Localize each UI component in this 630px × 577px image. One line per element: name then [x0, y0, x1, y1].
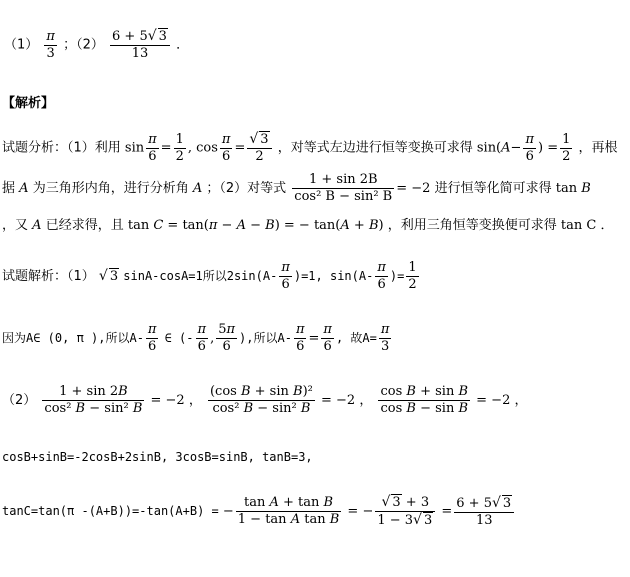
- solution-text: tanC=tan(π -(A+B))=-tan(A+B) =: [2, 504, 219, 518]
- analysis-line-3: ，又 A 已经求得，且 tan C = tan(π − A − B) = − tan(A + B) ，利用三角恒等变换便可求得 tan C ．: [2, 218, 614, 233]
- solution-line-5: tanC=tan(π -(A+B))=-tan(A+B) = − $\frac{\text{tan A + tan B}}{\text{1 − tan A tan B}}$ = − $\frac{√ 3 + 3}{1 - 3√ 3}$ = $\frac{6 + 5√ 3}{13}$: [2, 494, 516, 529]
- analysis-text: ，对等式左边进行恒等变换可求得: [277, 140, 473, 156]
- analysis-text: 试题分析：（1）利用: [2, 140, 121, 156]
- solution-text: )=1, sin(A-: [293, 269, 374, 283]
- solution-text: , 故A=: [335, 331, 377, 345]
- answer2-fraction: $\frac{6 + 5√ 3}{13}$: [110, 28, 170, 62]
- analysis-text: 为三角形内角，进行分析角: [32, 181, 189, 196]
- analysis-text: 已经求得，且: [45, 218, 124, 233]
- answer-part2-label: ；（2）: [63, 37, 104, 53]
- analysis-text: ；（2）对等式: [206, 181, 287, 196]
- solution-text: （2）: [2, 393, 37, 408]
- analysis-text: 据: [2, 181, 16, 196]
- solution-text: ),所以A-: [239, 331, 292, 345]
- analysis-text: 进行恒等化简可求得: [434, 181, 552, 196]
- analysis-heading: 【解析】: [2, 96, 55, 111]
- analysis-line-2: 据 A 为三角形内角，进行分析角 A ；（2）对等式 $\frac{1 + \sin 2B}{\text{cos² B − sin² B}}$ = −2 进行恒等化简可求得 tan B: [2, 172, 591, 204]
- analysis-text: ，再根: [578, 140, 618, 156]
- solution-text: ∈ (-: [164, 331, 194, 345]
- solution-line-3: （2） $\frac{1 + \sin 2B}{\text{cos² B − sin² B}}$ = −2 ， $\frac{\text{(cos B + sin B)²}}{\text{cos² B − sin² B}}$ = −2 ， $\frac{\text{cos B + sin B}}{\text{cos B − sin B}}$ = −2 ，: [2, 384, 528, 416]
- solution-text: 试题解析：（1）: [2, 269, 95, 284]
- solution-text: sinA-cosA=1所以2sin(A-: [123, 269, 278, 283]
- answer-line: [4, 28, 189, 62]
- solution-line-2: 因为A∈ (0, π ),所以A- $\frac{\pi}{6}$ ∈ (- $\frac{\pi}{6}$ , $\frac{5\pi}{6}$ ),所以A- $\frac{\pi}{6}$ = $\frac{\pi}{6}$ , 故A= $\frac{\pi}{3}$: [2, 322, 390, 354]
- solution-text: 因为A∈ (0, π ),所以A-: [2, 331, 144, 345]
- analysis-text: ，又: [2, 218, 29, 233]
- answer-end: ．: [176, 37, 190, 53]
- solution-line-1: 试题解析：（1） √ 3 sinA-cosA=1所以2sin(A- $\frac{\pi}{6}$ )=1, sin(A- $\frac{\pi}{6}$ )= $\frac{1}{2}$: [2, 260, 417, 292]
- solution-text: )=: [389, 269, 405, 283]
- answer1-fraction: $\frac{\pi}{3}$: [46, 28, 55, 61]
- analysis-text: ，利用三角恒等变换便可求得: [387, 218, 557, 233]
- answer-part1-label: （1）: [4, 37, 39, 53]
- solution-line-4: cosB+sinB=-2cosB+2sinB, 3cosB=sinB, tanB=3,: [2, 450, 313, 464]
- analysis-line-1: 试题分析：（1）利用 sin $\frac{\pi}{6}$ = $\frac{1}{2}$ , cos $\frac{\pi}{6}$ = $\frac{√ 3}{2}$ ，对等式左边进行恒等变换可求得 sin(A− $\frac{\pi}{6}$ ) = $\frac{1}{2}$ ，再根: [2, 131, 618, 164]
